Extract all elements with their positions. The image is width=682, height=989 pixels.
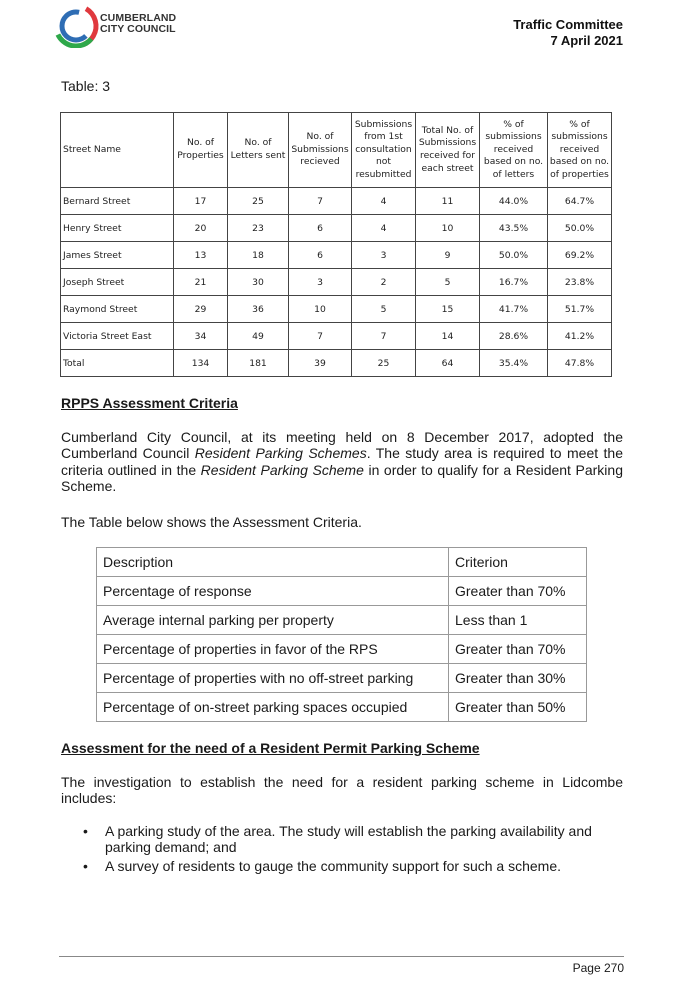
criteria-row bbox=[97, 693, 587, 722]
header-street-name: Street Name bbox=[61, 113, 174, 188]
table-cell: 17 bbox=[174, 188, 228, 215]
table-cell: 49 bbox=[228, 323, 289, 350]
table-cell: 25 bbox=[352, 350, 416, 377]
table-cell: 21 bbox=[174, 269, 228, 296]
criteria-header-description: Description bbox=[97, 548, 449, 577]
bullet-item bbox=[61, 858, 623, 874]
table-cell: 23 bbox=[228, 215, 289, 242]
criteria-description: Percentage of on-street parking spaces occupied bbox=[97, 693, 449, 722]
table-cell: 64.7% bbox=[548, 188, 612, 215]
table-cell: 7 bbox=[289, 323, 352, 350]
header-letters: No. of Letters sent bbox=[228, 113, 289, 188]
table-cell: 69.2% bbox=[548, 242, 612, 269]
table-cell: 10 bbox=[289, 296, 352, 323]
table-cell: 51.7% bbox=[548, 296, 612, 323]
table-cell: 9 bbox=[416, 242, 480, 269]
street-name-cell: Henry Street bbox=[61, 215, 174, 242]
table-total-row bbox=[61, 350, 612, 377]
criteria-row bbox=[97, 577, 587, 606]
table-cell: 44.0% bbox=[480, 188, 548, 215]
table-row bbox=[61, 188, 612, 215]
criteria-header-row bbox=[97, 548, 587, 577]
criteria-description: Percentage of properties with no off-street parking bbox=[97, 664, 449, 693]
table-row bbox=[61, 242, 612, 269]
rpps-text-3: in order to qualify for a Resident Parking Scheme. bbox=[61, 461, 623, 494]
street-name-cell: Raymond Street bbox=[61, 296, 174, 323]
table-cell: 43.5% bbox=[480, 215, 548, 242]
rpps-paragraph bbox=[61, 429, 623, 494]
council-name bbox=[100, 13, 176, 35]
street-name-cell: Victoria Street East bbox=[61, 323, 174, 350]
table-cell: 28.6% bbox=[480, 323, 548, 350]
criteria-table bbox=[96, 547, 587, 722]
criteria-description: Percentage of properties in favor of the RPS bbox=[97, 635, 449, 664]
rpps-text-italic-2: Resident Parking Scheme bbox=[200, 461, 364, 478]
meeting-date: 7 April 2021 bbox=[550, 33, 623, 48]
table-cell: 25 bbox=[228, 188, 289, 215]
table-cell: 10 bbox=[416, 215, 480, 242]
table-cell: 7 bbox=[352, 323, 416, 350]
document-header bbox=[513, 17, 623, 49]
bullet-item bbox=[61, 823, 623, 856]
table-cell: 6 bbox=[289, 242, 352, 269]
header-submissions: No. of Submissions recieved bbox=[289, 113, 352, 188]
header-total-submissions: Total No. of Submissions received for each street bbox=[416, 113, 480, 188]
table-cell: 13 bbox=[174, 242, 228, 269]
table-cell: 16.7% bbox=[480, 269, 548, 296]
rpps-text-italic-1: Resident Parking Schemes bbox=[194, 445, 367, 462]
header-not-resubmitted: Submissions from 1st consultation not resubmitted bbox=[352, 113, 416, 188]
criteria-row bbox=[97, 606, 587, 635]
table-cell: 39 bbox=[289, 350, 352, 377]
council-name-line2: CITY COUNCIL bbox=[100, 23, 176, 35]
table-cell: 20 bbox=[174, 215, 228, 242]
committee-name: Traffic Committee bbox=[513, 17, 623, 32]
assessment-bullet-list bbox=[61, 823, 623, 876]
criteria-body bbox=[97, 577, 587, 722]
criteria-description: Average internal parking per property bbox=[97, 606, 449, 635]
street-name-cell: Total bbox=[61, 350, 174, 377]
table-cell: 29 bbox=[174, 296, 228, 323]
table-cell: 23.8% bbox=[548, 269, 612, 296]
table-cell: 41.2% bbox=[548, 323, 612, 350]
footer-divider bbox=[59, 956, 624, 957]
council-name-line1: CUMBERLAND bbox=[100, 12, 177, 24]
street-name-cell: James Street bbox=[61, 242, 174, 269]
street-name-cell: Joseph Street bbox=[61, 269, 174, 296]
criteria-intro: The Table below shows the Assessment Criteria. bbox=[61, 514, 362, 530]
table-cell: 30 bbox=[228, 269, 289, 296]
table-cell: 6 bbox=[289, 215, 352, 242]
table-cell: 2 bbox=[352, 269, 416, 296]
header-properties: No. of Properties bbox=[174, 113, 228, 188]
criteria-row bbox=[97, 635, 587, 664]
rpps-section-title: RPPS Assessment Criteria bbox=[61, 395, 238, 411]
page-number: Page 270 bbox=[572, 961, 624, 975]
table-row bbox=[61, 269, 612, 296]
bullet-icon: • bbox=[83, 857, 88, 874]
table-cell: 3 bbox=[352, 242, 416, 269]
header-pct-properties: % of submissions received based on no. of properties bbox=[548, 113, 612, 188]
assessment-section-title: Assessment for the need of a Resident Permit Parking Scheme bbox=[61, 740, 480, 756]
table-cell: 47.8% bbox=[548, 350, 612, 377]
table-cell: 34 bbox=[174, 323, 228, 350]
table-row bbox=[61, 323, 612, 350]
rpps-text-1: Cumberland City Council, at its meeting held on 8 December 2017, adopted the Cumberland Council bbox=[61, 429, 623, 462]
table-cell: 181 bbox=[228, 350, 289, 377]
table-header-row bbox=[61, 113, 612, 188]
submissions-table bbox=[60, 112, 612, 377]
table-cell: 4 bbox=[352, 188, 416, 215]
table-body bbox=[61, 188, 612, 377]
table-cell: 35.4% bbox=[480, 350, 548, 377]
table-cell: 50.0% bbox=[548, 215, 612, 242]
criteria-value: Greater than 70% bbox=[449, 577, 587, 606]
street-name-cell: Bernard Street bbox=[61, 188, 174, 215]
criteria-value: Greater than 50% bbox=[449, 693, 587, 722]
table-cell: 3 bbox=[289, 269, 352, 296]
table-row bbox=[61, 296, 612, 323]
table-cell: 18 bbox=[228, 242, 289, 269]
table-cell: 134 bbox=[174, 350, 228, 377]
criteria-value: Less than 1 bbox=[449, 606, 587, 635]
table-row bbox=[61, 215, 612, 242]
criteria-row bbox=[97, 664, 587, 693]
bullet-text: A survey of residents to gauge the community support for such a scheme. bbox=[105, 857, 562, 874]
table-cell: 41.7% bbox=[480, 296, 548, 323]
bullet-icon: • bbox=[83, 823, 88, 839]
bullet-text: A parking study of the area. The study will establish the parking availability and parking demand; and bbox=[105, 823, 592, 856]
header-pct-letters: % of submissions received based on no. of letters bbox=[480, 113, 548, 188]
table-cell: 64 bbox=[416, 350, 480, 377]
table-cell: 5 bbox=[416, 269, 480, 296]
table-cell: 7 bbox=[289, 188, 352, 215]
table-label: Table: 3 bbox=[61, 78, 111, 94]
criteria-header-criterion: Criterion bbox=[449, 548, 587, 577]
criteria-description: Percentage of response bbox=[97, 577, 449, 606]
table-cell: 5 bbox=[352, 296, 416, 323]
assessment-intro: The investigation to establish the need for a resident parking scheme in Lidcombe includes: bbox=[61, 774, 623, 807]
table-cell: 11 bbox=[416, 188, 480, 215]
table-cell: 50.0% bbox=[480, 242, 548, 269]
criteria-value: Greater than 30% bbox=[449, 664, 587, 693]
table-cell: 15 bbox=[416, 296, 480, 323]
criteria-value: Greater than 70% bbox=[449, 635, 587, 664]
table-cell: 14 bbox=[416, 323, 480, 350]
table-cell: 4 bbox=[352, 215, 416, 242]
rpps-text-2: . The study area is required to meet the criteria outlined in the bbox=[61, 445, 623, 478]
table-cell: 36 bbox=[228, 296, 289, 323]
